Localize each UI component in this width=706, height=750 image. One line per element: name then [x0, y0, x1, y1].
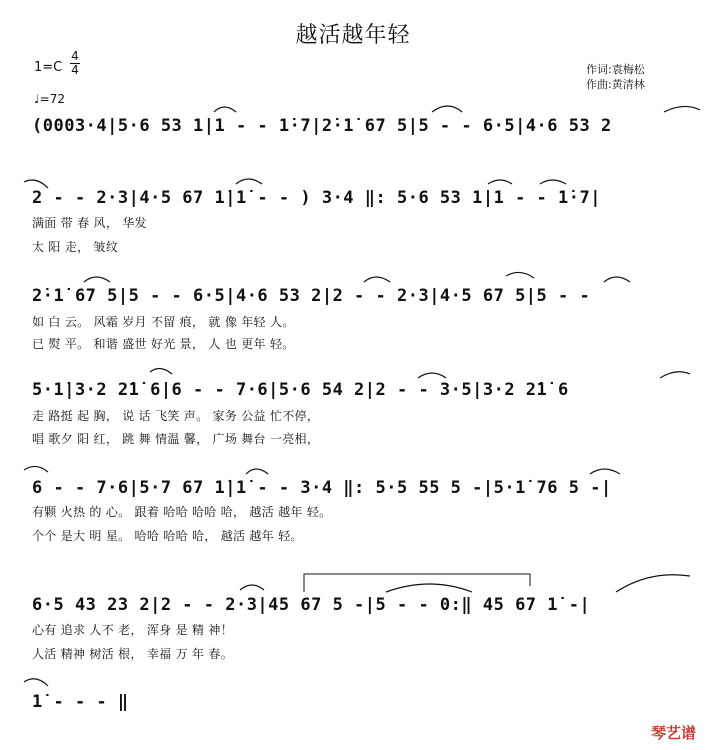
notation-line-4: 5·1̇|3·2 2̇1̇ 6|6 - - 7·6|5·6 54 2|2 - - 3·5|3·2 2̇1̇ 6 — [32, 380, 569, 400]
lyric-line-3b: 已 熨 平。 和谐 盛世 好光 景， 人 也 更年 轻。 — [32, 337, 295, 351]
lyric-line-3a: 如 白 云。 风霜 岁月 不留 痕， 就 像 年轻 人。 — [32, 315, 295, 329]
notation-line-3: 2̇·1̇ 67 5|5 - - 6·5|4·6 53 2|2 - - 2·3|4·5 67 5|5 - - — [32, 286, 591, 306]
watermark-logo: 琴艺谱 — [650, 724, 696, 742]
lyric-line-5b: 个个 是大 明 星。 哈哈 哈哈 哈， 越活 越年 轻。 — [32, 529, 303, 543]
song-title: 越活越年轻 — [295, 23, 411, 48]
lyric-line-4a: 走 路挺 起 胸， 说 话 飞笑 声。 家务 公益 忙不停， — [32, 409, 320, 423]
lyric-line-6b: 人活 精神 树活 根， 幸福 万 年 春。 — [32, 647, 234, 661]
lyric-line-2b: 太 阳 走， 皱纹 — [32, 240, 119, 254]
notation-line-7: 1̇ - - - ‖ — [32, 692, 129, 712]
lyric-line-4b: 唱 歌夕 阳 红， 跳 舞 情温 馨， 广场 舞台 一亮相， — [32, 432, 320, 446]
lyric-line-6a: 心有 追求 人不 老， 浑身 是 精 神！ — [32, 623, 234, 637]
notation-line-5: 6 - - 7·6|5·7 67 1̇|1̇ - - 3·4 ‖: 5·5 55 5 -|5·1̇ 76 5 -| — [32, 478, 612, 498]
notation-line-1: (0003·4|5·6 53 1|1 - - 1̇·7|2̇·1̇ 67 5|5 - - 6·5|4·6 53 2 — [32, 116, 612, 136]
notation-line-6: 6·5 43 23 2|2 - - 2·3|45 67 5 -|5 - - 0:‖ 45 67 1̇ -| — [32, 595, 591, 615]
time-signature-top: 4 — [71, 49, 79, 63]
lyricist: 作词:袁梅松 — [586, 63, 645, 76]
time-signature-bottom: 4 — [71, 63, 79, 77]
key-signature: 1=C — [34, 60, 63, 75]
composer: 作曲:黄清林 — [586, 78, 645, 91]
lyric-line-2a: 满面 带 春 风， 华发 — [32, 216, 147, 230]
notation-line-2: 2 - - 2·3|4·5 67 1̇|1̇ - - ) 3·4 ‖: 5·6 53 1|1 - - 1̇·7| — [32, 188, 601, 208]
tempo-marking: ♩=72 — [34, 92, 65, 106]
lyric-line-5a: 有颗 火热 的 心。 跟着 哈哈 哈哈 哈， 越活 越年 轻。 — [32, 505, 332, 519]
